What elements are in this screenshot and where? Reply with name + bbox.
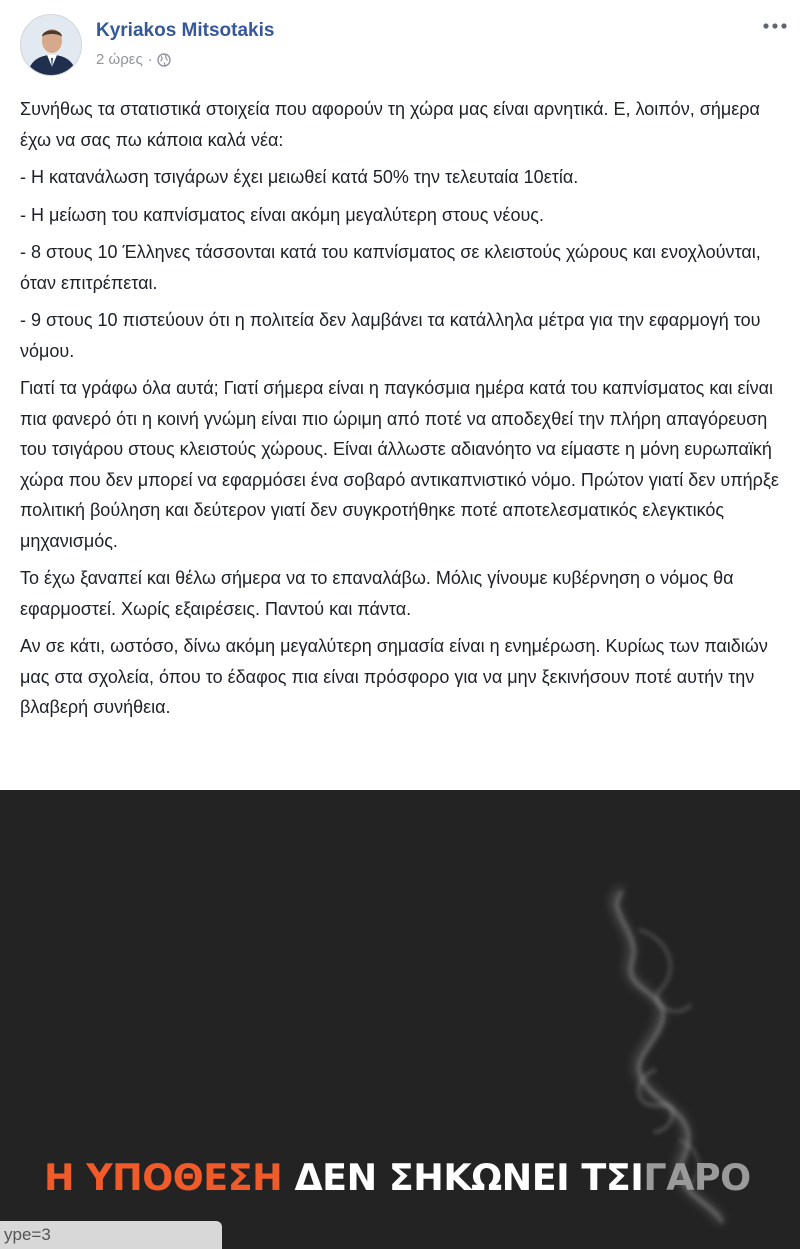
- banner-headline: [44, 1156, 751, 1199]
- banner-headline-part1: Η ΥΠΟΘΕΣΗ: [44, 1156, 283, 1199]
- meta-separator: ·: [147, 51, 153, 68]
- post-paragraph: - Η μείωση του καπνίσματος είναι ακόμη μεγαλύτερη στους νέους.: [20, 204, 544, 225]
- post-paragraph: - 9 στους 10 πιστεύουν ότι η πολιτεία δεν λαμβάνει τα κατάλληλα μέτρα για την εφαρμογή του νόμου.: [20, 310, 761, 361]
- post-paragraph: - Η κατανάλωση τσιγάρων έχει μειωθεί κατά 50% την τελευταία 10ετία.: [20, 167, 579, 187]
- more-horizontal-icon: [760, 16, 790, 36]
- post-paragraph: Το έχω ξαναπεί και θέλω σήμερα να το επαναλάβω. Μόλις γίνουμε κυβέρνηση ο νόμος θα εφαρμοστεί. Χωρίς εξαιρέσεις. Παντού και πάντα.: [20, 568, 734, 619]
- avatar-portrait-icon: [21, 15, 82, 76]
- post-paragraph: - 8 στους 10 Έλληνες τάσσονται κατά του καπνίσματος σε κλειστούς χώρους και ενοχλούνται, όταν επιτρέπεται.: [20, 242, 761, 293]
- post-text: [20, 94, 790, 730]
- post-image-banner[interactable]: [0, 790, 800, 1249]
- post-paragraph: Γιατί τα γράφω όλα αυτά; Γιατί σήμερα είναι η παγκόσμια ημέρα κατά του καπνίσματος και είναι πια φανερό ότι η κοινή γνώμη είναι πιο ώριμη από ποτέ να αποδεχθεί την πλήρη απαγόρευση του τσιγάρου στους κλειστούς χώρους. Είναι άλλωστε αδιανόητο να είμαστε η μόνη ευρωπαϊκή χώρα που δεν μπορεί να εφαρμόσει ένα σοβαρό αντικαπνιστικό νόμο. Πρώτον γιατί δεν υπήρξε πολιτική βούληση και δεύτερον γιατί δεν συγκροτήθηκε ποτέ αποτελεσματικός ελεγκτικός μηχανισμός.: [20, 378, 779, 551]
- more-options-button[interactable]: [760, 16, 790, 36]
- banner-headline-part3: ΓΑΡΟ: [643, 1156, 751, 1199]
- post-header: [0, 0, 800, 90]
- post-timestamp[interactable]: 2 ώρες: [96, 51, 143, 68]
- post-meta: [96, 51, 171, 68]
- author-name[interactable]: Kyriakos Mitsotakis: [96, 20, 275, 41]
- globe-icon[interactable]: [157, 53, 171, 67]
- post-paragraph: Αν σε κάτι, ωστόσο, δίνω ακόμη μεγαλύτερη σημασία είναι η ενημέρωση. Κυρίως των παιδιών μας στα σχολεία, όπου το έδαφος πια είναι πρόσφορο για να μην ξεκινήσουν ποτέ αυτήν την βλαβερή συνήθεια.: [20, 636, 768, 717]
- status-tag: ype=3: [0, 1221, 222, 1249]
- post-paragraph: Συνήθως τα στατιστικά στοιχεία που αφορούν τη χώρα μας είναι αρνητικά. Ε, λοιπόν, σήμερα έχω να σας πω κάποια καλά νέα:: [20, 99, 760, 150]
- author-avatar[interactable]: [20, 14, 82, 76]
- banner-headline-part2: ΔΕΝ ΣΗΚΩΝΕΙ ΤΣΙ: [294, 1156, 644, 1199]
